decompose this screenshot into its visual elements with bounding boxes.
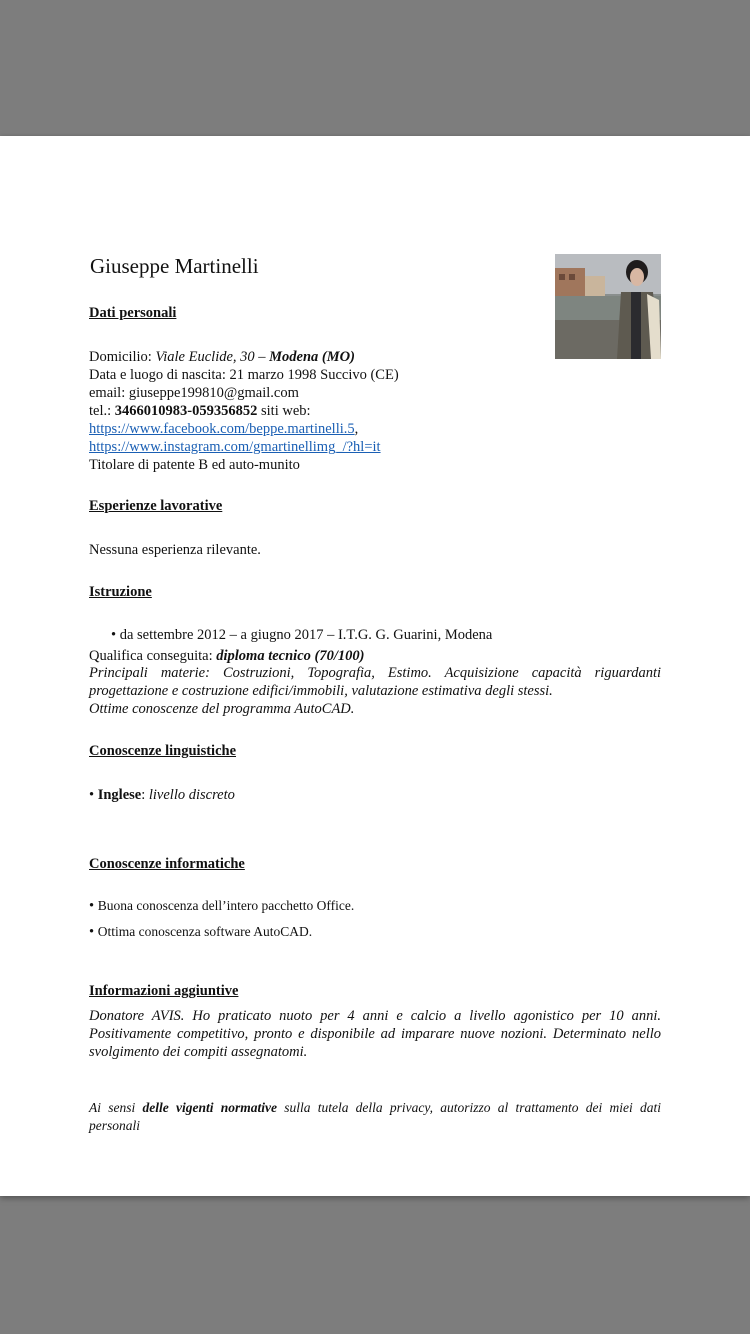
facebook-line bbox=[89, 420, 358, 438]
language-level: livello discreto bbox=[148, 787, 235, 803]
heading-education: Istruzione bbox=[89, 584, 152, 600]
language-item bbox=[89, 786, 235, 804]
comma-separator: , bbox=[354, 421, 359, 437]
address-label: Domicilio: bbox=[89, 349, 156, 365]
privacy-consent bbox=[89, 1099, 661, 1135]
bullet: • bbox=[111, 627, 120, 643]
license-line: Titolare di patente B ed auto-munito bbox=[89, 457, 300, 473]
it-skill-item bbox=[89, 923, 312, 941]
bullet: • bbox=[89, 924, 98, 940]
websites-label: siti web: bbox=[257, 403, 311, 419]
work-text: Nessuna esperienza rilevante. bbox=[89, 542, 261, 558]
instagram-link[interactable]: https://www.instagram.com/gmartinellimg_/?hl=it bbox=[89, 439, 381, 455]
bullet: • bbox=[89, 898, 98, 914]
it-skill-item bbox=[89, 897, 354, 915]
additional-info-text: Donatore AVIS. Ho praticato nuoto per 4 anni e calcio a livello agonistico per 10 anni. Positivamente competitivo, pronto e disponibile ad imparare nuove nozioni. Determinato nello svolgimento dei compiti assegnatomi. bbox=[89, 1008, 661, 1060]
heading-languages: Conoscenze linguistiche bbox=[89, 743, 237, 759]
education-subjects: Principali materie: Costruzioni, Topografia, Estimo. Acquisizione capacità riguardanti progettazione e costruzione edifici/immobili, valutazione estimativa degli stessi. bbox=[89, 665, 661, 699]
document-page[interactable] bbox=[0, 136, 750, 1196]
education-period: da settembre 2012 – a giugno 2017 – I.T.G. G. Guarini, Modena bbox=[119, 627, 493, 643]
privacy-text-start: Ai sensi bbox=[89, 1100, 143, 1115]
qualification-line bbox=[89, 647, 364, 665]
heading-work-experience: Esperienze lavorative bbox=[89, 498, 223, 514]
qualification-value: diploma tecnico (70/100) bbox=[216, 648, 365, 664]
cv-name: Giuseppe Martinelli bbox=[90, 254, 259, 278]
bullet: • bbox=[89, 787, 98, 803]
phone-line bbox=[89, 402, 311, 420]
address-street: Viale Euclide, 30 – bbox=[155, 349, 270, 365]
phone-numbers: 3466010983-059356852 bbox=[114, 403, 258, 419]
heading-additional-info: Informazioni aggiuntive bbox=[89, 983, 239, 999]
colon: : bbox=[141, 787, 149, 803]
language-name: Inglese bbox=[97, 787, 142, 803]
instagram-line bbox=[89, 438, 381, 456]
address-line bbox=[89, 348, 355, 366]
education-autocad: Ottime conoscenze del programma AutoCAD. bbox=[89, 701, 355, 717]
birth-line: Data e luogo di nascita: 21 marzo 1998 Succivo (CE) bbox=[89, 367, 399, 383]
profile-photo bbox=[555, 254, 661, 359]
privacy-text-end: sulla tutela della privacy, autorizzo al trattamento dei miei dati personali bbox=[89, 1100, 661, 1133]
heading-personal-data: Dati personali bbox=[89, 305, 177, 321]
heading-it-skills: Conoscenze informatiche bbox=[89, 856, 245, 872]
phone-label: tel.: bbox=[89, 403, 115, 419]
it-skill-text: Buona conoscenza dell’intero pacchetto Office. bbox=[97, 898, 355, 913]
facebook-link[interactable]: https://www.facebook.com/beppe.martinelli.5 bbox=[89, 421, 355, 437]
it-skill-text: Ottima conoscenza software AutoCAD. bbox=[97, 924, 313, 939]
address-city: Modena (MO) bbox=[269, 349, 355, 365]
education-period-item bbox=[111, 626, 492, 644]
qualification-label: Qualifica conseguita: bbox=[89, 648, 217, 664]
email-line: email: giuseppe199810@gmail.com bbox=[89, 385, 299, 401]
privacy-text-bold: delle vigenti normative bbox=[142, 1100, 277, 1115]
